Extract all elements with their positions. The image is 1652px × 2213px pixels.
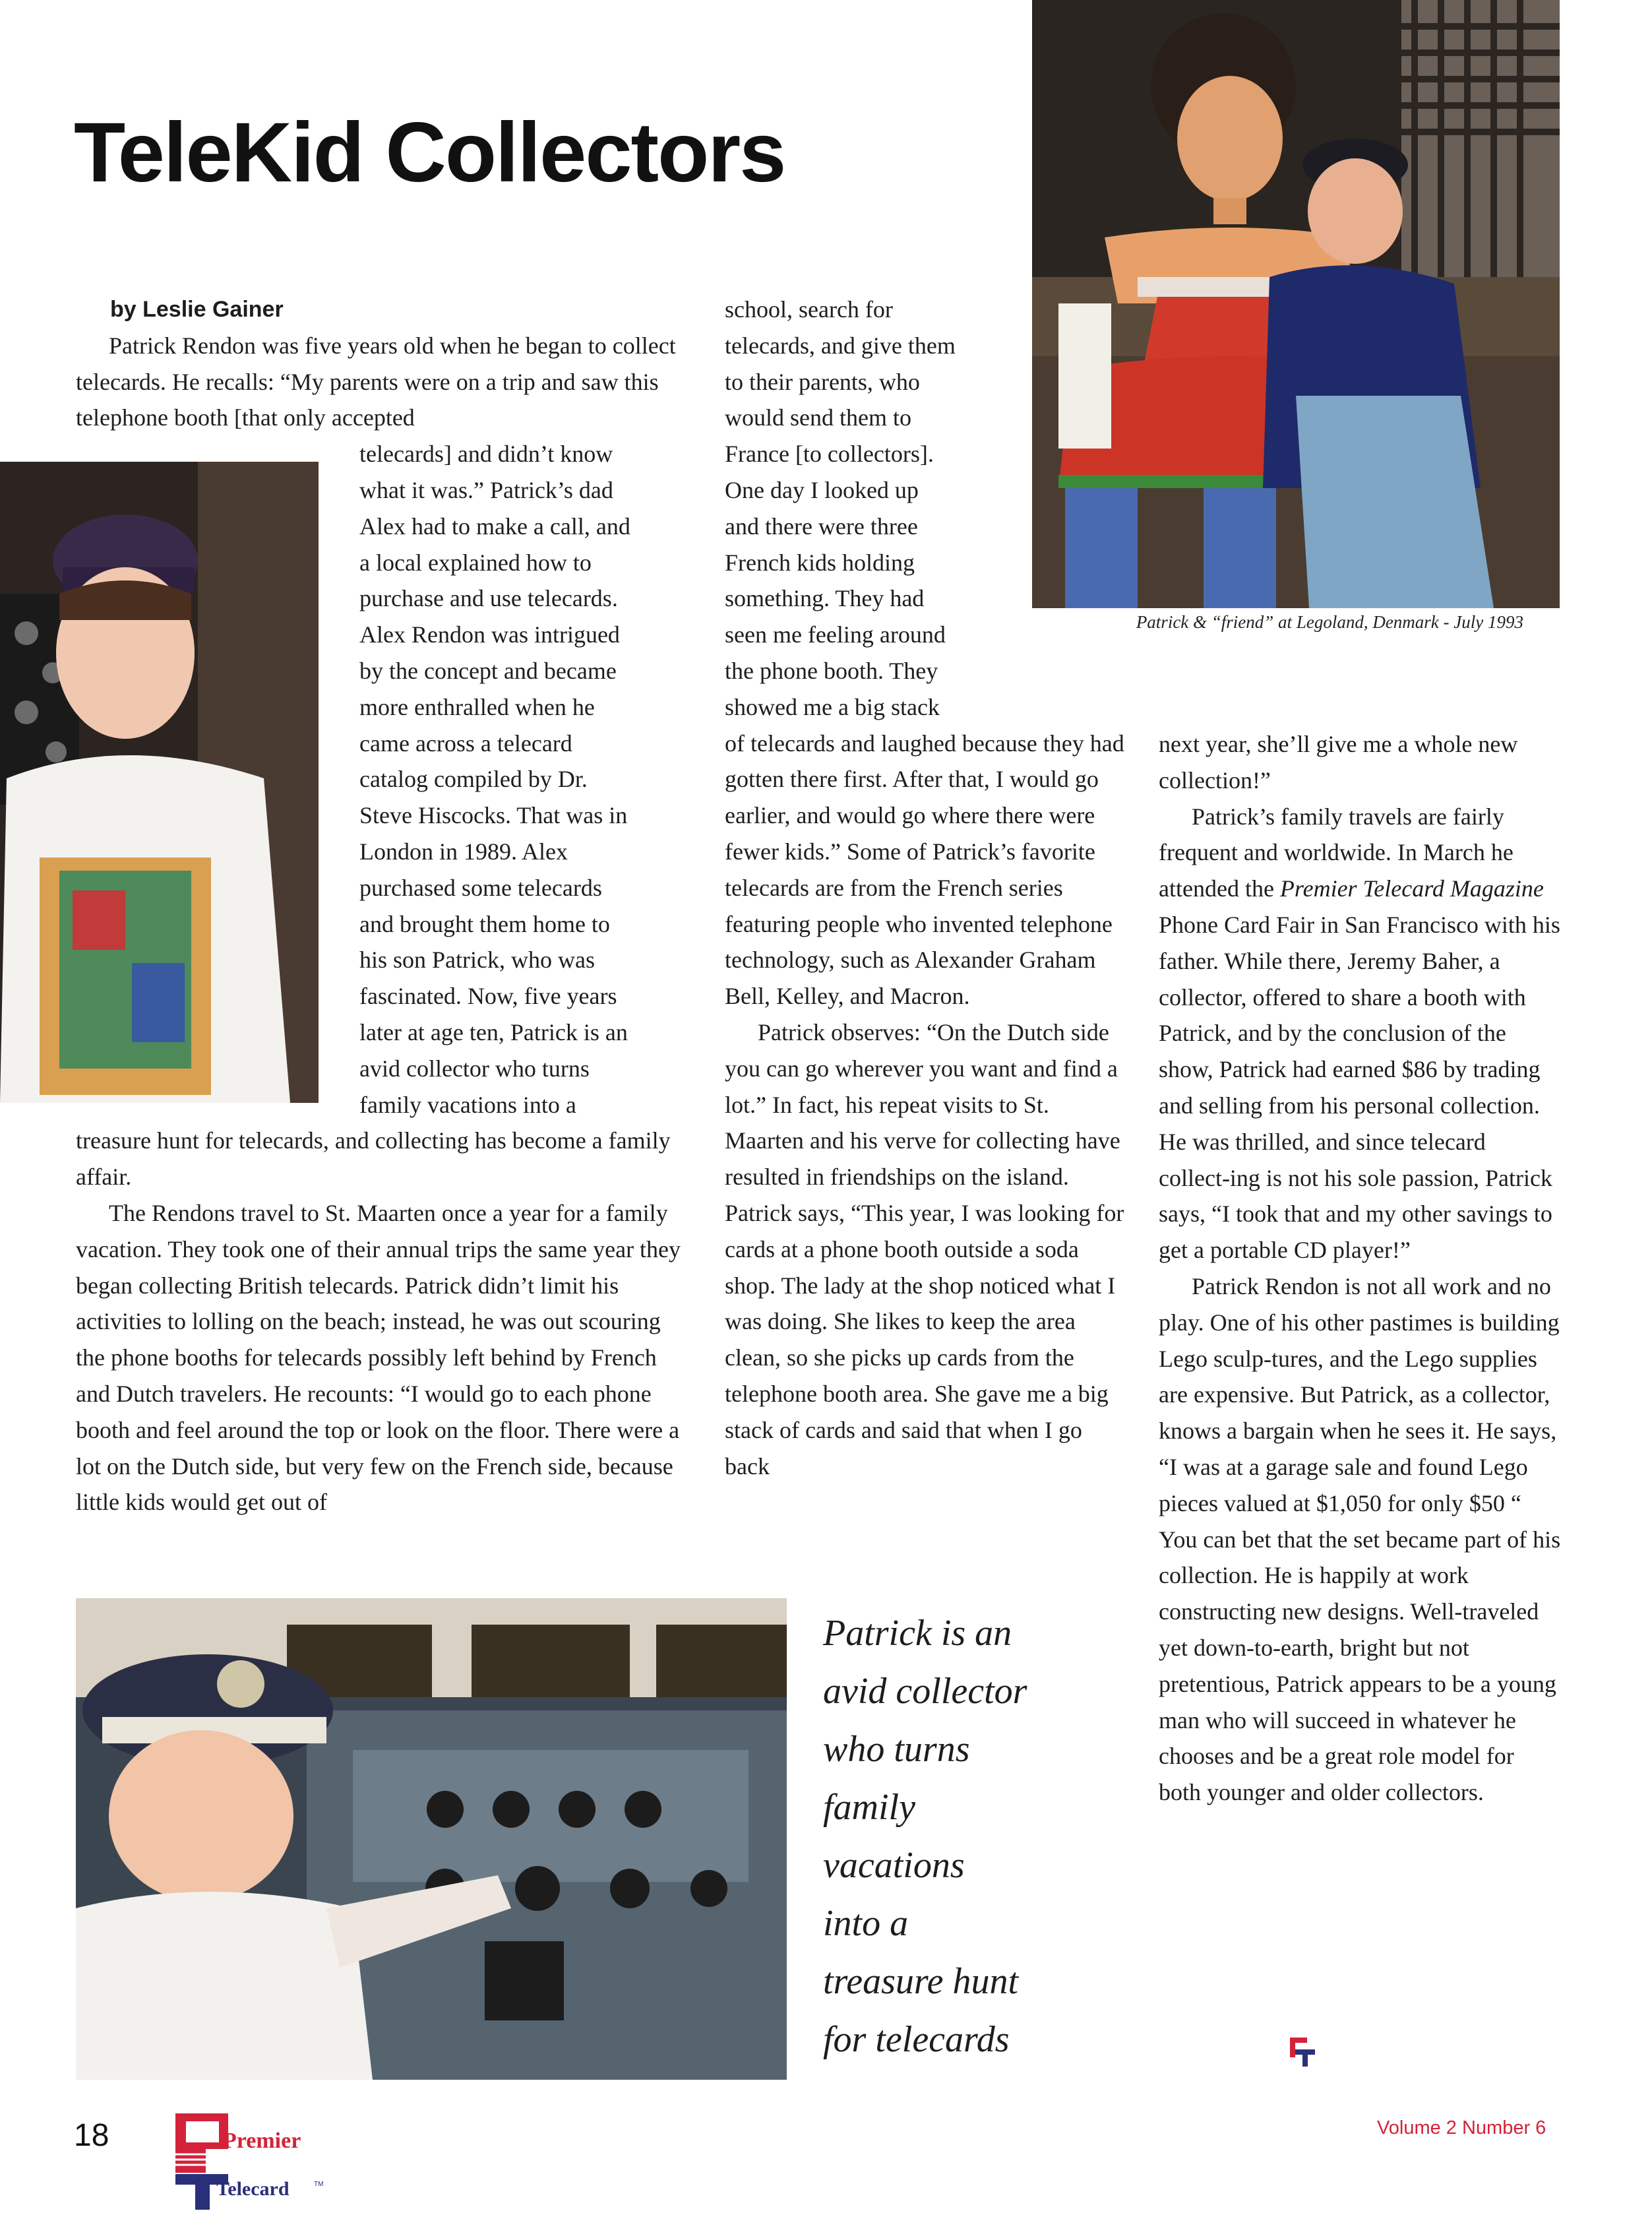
col1-wrap-line: fascinated. Now, five years — [359, 983, 617, 1010]
col1-paragraph-2: The Rendons travel to St. Maarten once a year for a family vacation. They took one of their annual trips the same year they began collecting British telecards. Patrick didn’t limit his activities to lolling on the beach; instead, he was out scouring the phone booths for telecards possibly left behind by French and Dutch travelers. He recounts: “I would go to each phone booth and feel around the top or look on the floor. There were a lot on the Dutch side, but very few on the French side, because little kids would get out of — [76, 1199, 681, 1516]
col2-line: showed me a big stack — [725, 693, 940, 720]
col2-line: One day I looked up — [725, 476, 919, 503]
col2-paragraph-2: Patrick observes: “On the Dutch side you can go wherever you want and find a lot.” In fact, his repeat visits to St. Maarten and his verve for collecting have resulted in friendships on the island. Patrick says, “This year, I was looking for cards at a phone booth outside a soda shop. The lady at the shop noticed what I was doing. She likes to keep the area clean, so she picks up cards from the telephone booth area. She gave me a big stack of cards and said that when I go back — [725, 1018, 1124, 1480]
col2-top — [725, 292, 1127, 726]
pull-quote-line: for telecards — [823, 2019, 1010, 2060]
pull-quote-line: vacations — [823, 1845, 965, 1886]
col1-wrap-line: London in 1989. Alex — [359, 838, 568, 865]
col3-p2-text: Phone Card Fair in San Francisco with his father. While there, Jeremy Baher, a collector, offered to share a booth with Patrick, and by the conclusion of the show, Patrick had earned $86 by trading and selling from his personal collection. He was thrilled, and since telecard collect-ing is not his sole passion, Patrick says, “I took that and my other savings to get a portable CD player!” — [1159, 911, 1560, 1264]
col2-line: French kids holding — [725, 549, 915, 576]
col3-paragraph-1: next year, she’ll give me a whole new collection!” — [1159, 731, 1518, 794]
col1-wrap-line: Steve Hiscocks. That was in — [359, 802, 628, 829]
page-number: 18 — [74, 2118, 109, 2153]
col2-line: school, search for — [725, 296, 893, 323]
col1-wrap-line: a local explained how to — [359, 549, 592, 576]
col1-wrap-line: came across a telecard — [359, 730, 572, 757]
col1-wrap-line: Alex Rendon was intrigued — [359, 621, 620, 648]
column-1 — [76, 292, 686, 1520]
column-2 — [725, 292, 1127, 1484]
column-3 — [1159, 726, 1561, 1811]
col1-wrap-line: more enthralled when he — [359, 693, 595, 720]
col3-p2-text: Patrick’s family travels are fairly frequent and worldwide. In March he attended the — [1159, 803, 1514, 902]
pull-quote-line: family — [823, 1787, 915, 1828]
logo-word-1: Premier — [223, 2129, 301, 2153]
logo-word-2: Telecard — [216, 2178, 290, 2200]
col1-top: Patrick Rendon was five years old when he began to collect telecards. He recalls: “My parents were on a trip and saw this telephone booth [that only accepted — [76, 332, 676, 431]
col1-wrap-line: his son Patrick, who was — [359, 947, 595, 974]
premier-telecard-logo — [173, 2111, 344, 2210]
col1-wrap-line: catalog compiled by Dr. — [359, 766, 588, 793]
col3-paragraph-3: Patrick Rendon is not all work and no play. One of his other pastimes is building Lego sculp-tures, and the Lego supplies are expensive. But Patrick, as a collector, knows a bargain when he sees it. He says, “I was at a garage sale and found Lego pieces valued at $1,050 for only $50 “ You can bet that the set became part of his collection. He is happily at work constructing new designs. Well-traveled yet down-to-earth, bright but not pretentious, Patrick appears to be a young man who will succeed in whatever he chooses and be a great role model for both younger and older collectors. — [1159, 1272, 1561, 1806]
cockpit-photo — [76, 1598, 787, 2080]
col2-line: something. They had — [725, 585, 925, 612]
col1-wrap-line: by the concept and became — [359, 657, 617, 684]
col1-wrap-line: avid collector who turns — [359, 1055, 590, 1082]
col2-line: and there were three — [725, 513, 918, 540]
col3-paragraph-2 — [1159, 799, 1561, 1268]
magazine-title: Premier Telecard Magazine — [1279, 875, 1544, 902]
photo-caption: Patrick & “friend” at Legoland, Denmark - July 1993 — [1136, 612, 1523, 632]
col1-wrap-line: family vacations into a — [359, 1091, 576, 1118]
col1-wrap-line: what it was.” Patrick’s dad — [359, 476, 613, 503]
col1-bottom: treasure hunt for telecards, and collecting has become a family affair. — [76, 1127, 671, 1191]
article-title: TeleKid Collectors — [74, 106, 785, 200]
col2-rest: of telecards and laughed because they had gotten there first. After that, I would go earlier, and would go where there were fewer kids.” Some of Patrick’s favorite telecards are from the French series featuring people who invented telephone technology, such as Alexander Graham Bell, Kelley, and Macron. — [725, 730, 1124, 1010]
pull-quote-line: treasure hunt — [823, 1961, 1019, 2002]
pull-quote — [823, 1604, 1074, 2069]
col2-line: to their parents, who — [725, 368, 920, 395]
col2-line: would send them to — [725, 404, 911, 431]
col1-wrap-line: telecards] and didn’t know — [359, 441, 613, 468]
col1-wrap-line: Alex had to make a call, and — [359, 513, 630, 540]
end-mark-icon — [1286, 2035, 1319, 2068]
pull-quote-line: who turns — [823, 1729, 970, 1770]
col2-line: the phone booth. They — [725, 657, 938, 684]
col2-line: France [to collectors]. — [725, 441, 934, 468]
pull-quote-line: avid collector — [823, 1671, 1027, 1712]
issue-info: Volume 2 Number 6 — [1377, 2117, 1546, 2138]
pull-quote-line: into a — [823, 1903, 909, 1944]
col1-wrap-line: later at age ten, Patrick is an — [359, 1018, 628, 1045]
col1-wrap-line: and brought them home to — [359, 910, 610, 937]
pull-quote-line: Patrick is an — [823, 1613, 1012, 1654]
logo-tm: TM — [314, 2181, 324, 2188]
col1-wrap-line: purchase and use telecards. — [359, 585, 618, 612]
col1-wrap-line: purchased some telecards — [359, 874, 602, 901]
byline: by Leslie Gainer — [110, 297, 284, 322]
col2-line: telecards, and give them — [725, 332, 956, 359]
col1-wrap — [76, 436, 686, 1123]
col2-line: seen me feeling around — [725, 621, 946, 648]
